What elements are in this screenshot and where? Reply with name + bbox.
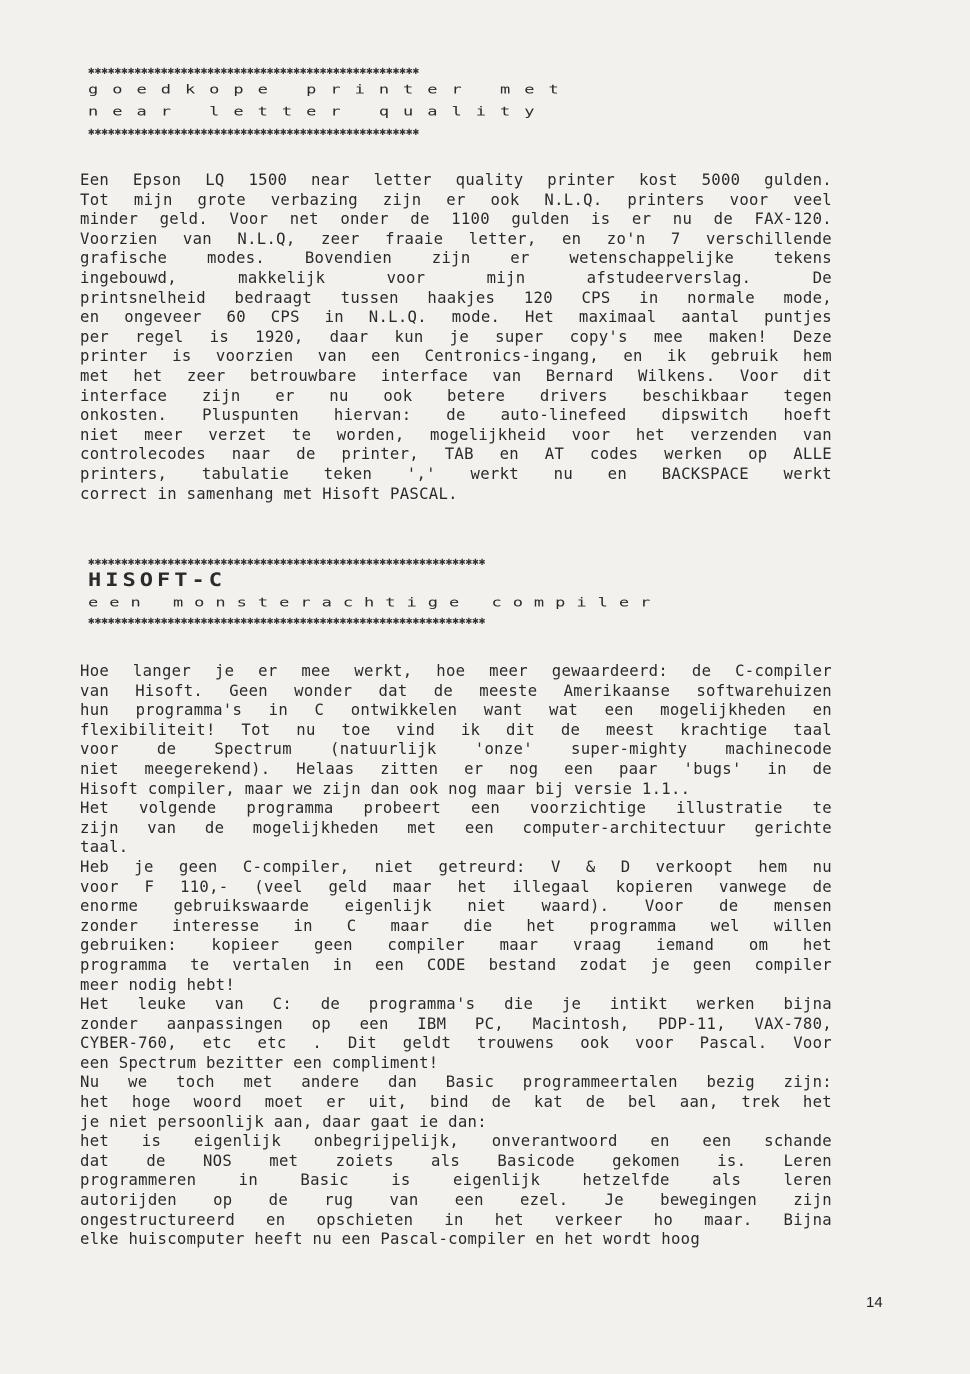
text-line: taal. — [80, 838, 129, 857]
article2-title: HISOFT-C — [88, 570, 226, 592]
text-line: zonder aanpassingen op een IBM PC, Macintosh, PDP-11, VAX-780, — [80, 1014, 832, 1033]
text-line: elke huiscomputer heeft nu een Pascal-compiler en het wordt hoog — [80, 1230, 701, 1249]
text-line: printers, tabulatie teken ',' werkt nu en BACKSPACE werkt — [80, 464, 832, 483]
text-line: autorijden op de rug van een ezel. Je bewegingen zijn — [80, 1191, 832, 1210]
text-line: printer is voorzien van een Centronics-ingang, en ik gebruik hem — [80, 347, 832, 366]
text-line: per regel is 1920, daar kun je super copy's mee maken! Deze — [80, 327, 832, 346]
text-line: Hoe langer je er mee werkt, hoe meer gewaardeerd: de C-compiler — [80, 662, 832, 680]
text-line: gebruiken: kopieer geen compiler maar vraag iemand om het — [80, 936, 832, 955]
text-line: Tot mijn grote verbazing zijn er ook N.L.Q. printers voor veel — [80, 190, 832, 209]
text-line: zonder interesse in C maar die het programma wel willen — [80, 916, 832, 935]
text-line: niet meer verzet te worden, mogelijkheid voor het verzenden van — [80, 425, 832, 444]
text-line: Het leuke van C: de programma's die je intikt werken bijna — [80, 995, 832, 1014]
article1-title-line2: near letter quality — [88, 104, 549, 119]
text-line: het is eigenlijk onbegrijpelijk, onverantwoord en een schande — [80, 1132, 832, 1151]
text-line: grafische modes. Bovendien zijn er wetenschappelijke tekens — [80, 249, 832, 268]
text-line: Heb je geen C-compiler, niet getreurd: V & D verkoopt hem nu — [80, 857, 832, 876]
text-line: niet meegerekend). Helaas zitten er nog een paar 'bugs' in de — [80, 759, 832, 778]
text-line: programma te vertalen in een CODE bestand zodat je geen compiler — [80, 955, 832, 974]
text-line: een Spectrum bezitter een compliment! — [80, 1053, 439, 1072]
text-line: ongestructureerd en opschieten in het verkeer ho maar. Bijna — [80, 1210, 832, 1229]
text-line: en ongeveer 60 CPS in N.L.Q. mode. Het maximaal aantal puntjes — [80, 308, 832, 327]
text-line: flexibiliteit! Tot nu toe vind ik dit de meest krachtige taal — [80, 720, 832, 739]
text-line: voor de Spectrum (natuurlijk 'onze' super-mighty machinecode — [80, 740, 832, 759]
star-divider-top-2: ✱✱✱✱✱✱✱✱✱✱✱✱✱✱✱✱✱✱✱✱✱✱✱✱✱✱✱✱✱✱✱✱✱✱✱✱✱✱✱✱✱✱✱✱✱✱✱✱✱✱✱✱✱✱✱✱✱✱✱✱ — [88, 555, 486, 568]
text-line: controlecodes naar de printer, TAB en AT codes werken op ALLE — [80, 445, 832, 464]
text-line: onkosten. Pluspunten hiervan: de auto-linefeed dipswitch hoeft — [80, 406, 832, 425]
text-line: met het zeer betrouwbare interface van Bernard Wilkens. Voor dit — [80, 366, 832, 385]
text-line: voor F 110,- (veel geld maar het illegaal kopieren vanwege de — [80, 877, 832, 896]
text-line: CYBER-760, etc etc . Dit geldt trouwens ook voor Pascal. Voor — [80, 1034, 832, 1053]
text-line: enorme gebruikswaarde eigenlijk niet waard). Voor de mensen — [80, 897, 832, 916]
text-line: ingebouwd, makkelijk voor mijn afstudeerverslag. De — [80, 268, 832, 287]
text-line: zijn van de mogelijkheden met een computer-architectuur gerichte — [80, 818, 832, 837]
star-divider-bottom-2: ✱✱✱✱✱✱✱✱✱✱✱✱✱✱✱✱✱✱✱✱✱✱✱✱✱✱✱✱✱✱✱✱✱✱✱✱✱✱✱✱✱✱✱✱✱✱✱✱✱✱✱✱✱✱✱✱✱✱✱✱ — [88, 614, 486, 627]
text-line: correct in samenhang met Hisoft PASCAL. — [80, 484, 458, 503]
text-line: van Hisoft. Geen wonder dat de meeste Amerikaanse softwarehuizen — [80, 681, 832, 700]
text-line: dat de NOS met zoiets als Basicode gekomen is. Leren — [80, 1151, 832, 1170]
text-line: Een Epson LQ 1500 near letter quality printer kost 5000 gulden. — [80, 171, 832, 189]
text-line: Het volgende programma probeert een voorzichtige illustratie te — [80, 799, 832, 818]
article1-body — [80, 171, 832, 504]
text-line: meer nodig hebt! — [80, 975, 236, 994]
text-line: Voorzien van N.L.Q, zeer fraaie letter, en zo'n 7 verschillende — [80, 229, 832, 248]
text-line: je niet persoonlijk aan, daar gaat ie dan: — [80, 1112, 487, 1131]
text-line: het hoge woord moet er uit, bind de kat de bel aan, trek het — [80, 1093, 832, 1112]
text-line: hun programma's in C ontwikkelen want wat een mogelijkheden en — [80, 701, 832, 720]
text-line: Hisoft compiler, maar we zijn dan ook nog maar bij versie 1.1.. — [80, 779, 691, 798]
article2-subtitle: een monsterachtige compiler — [88, 595, 662, 610]
text-line: minder geld. Voor net onder de 1100 gulden is er nu de FAX-120. — [80, 210, 832, 229]
text-line: interface zijn er nu ook betere drivers beschikbaar tegen — [80, 386, 832, 405]
article2-body — [80, 662, 832, 1250]
text-line: programmeren in Basic is eigenlijk hetzelfde als leren — [80, 1171, 832, 1190]
text-line: printsnelheid bedraagt tussen haakjes 120 CPS in normale mode, — [80, 288, 832, 307]
article1-title-line1: goedkope printer met — [88, 82, 573, 97]
text-line: Nu we toch met andere dan Basic programmeertalen bezig zijn: — [80, 1073, 832, 1092]
star-divider-bottom: ✱✱✱✱✱✱✱✱✱✱✱✱✱✱✱✱✱✱✱✱✱✱✱✱✱✱✱✱✱✱✱✱✱✱✱✱✱✱✱✱✱✱✱✱✱✱✱✱✱✱ — [88, 125, 420, 138]
star-divider-top: ✱✱✱✱✱✱✱✱✱✱✱✱✱✱✱✱✱✱✱✱✱✱✱✱✱✱✱✱✱✱✱✱✱✱✱✱✱✱✱✱✱✱✱✱✱✱✱✱✱✱ — [88, 64, 420, 77]
page-number: 14 — [866, 1294, 883, 1311]
